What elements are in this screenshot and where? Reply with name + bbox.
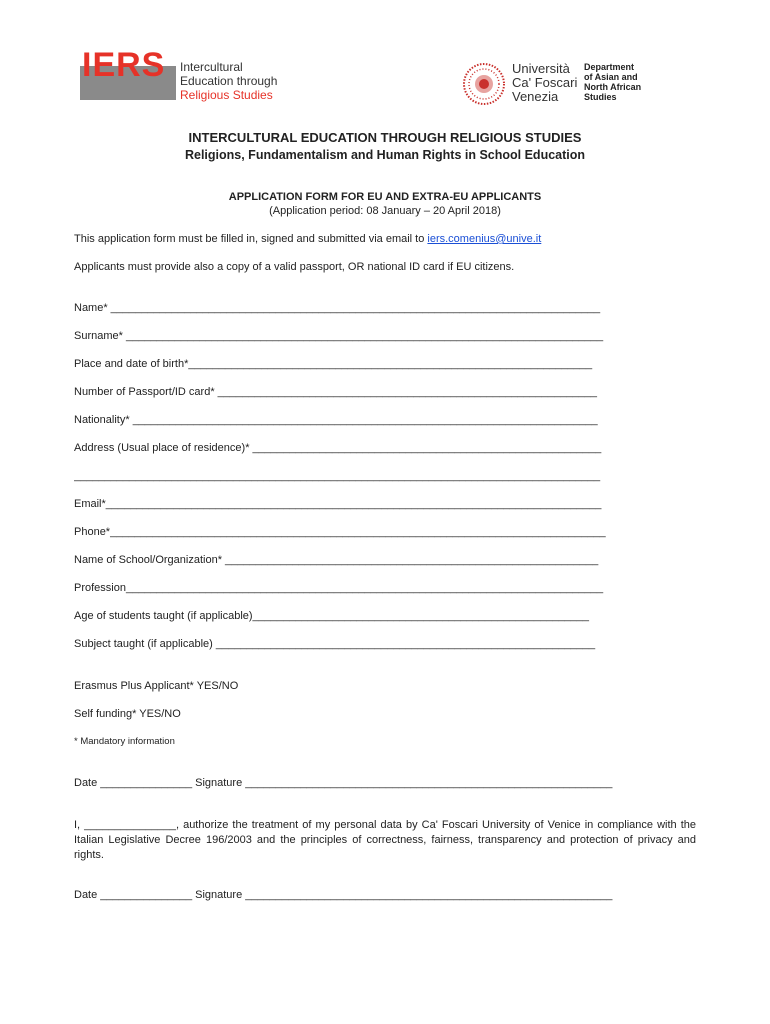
field-subject-taught[interactable]: Subject taught (if applicable) ______________________________________________________________ <box>74 638 596 650</box>
field-name[interactable]: Name* ________________________________________________________________________________ <box>74 302 601 314</box>
privacy-consent: I, _______________, authorize the treatment of my personal data by Ca' Foscari University of Venice in compliance with the Italian Legislative Decree 196/2003 and the principles of correctness, fairness, transparency and protection of privacy and rights. <box>74 819 696 861</box>
iers-logo-letters: IERS <box>82 46 166 84</box>
mandatory-note: * Mandatory information <box>74 736 175 747</box>
department-line3: North African <box>584 82 642 92</box>
date-signature-line-2[interactable]: Date _______________ Signature ____________________________________________________________ <box>74 889 613 901</box>
iers-logo-line3: Religious Studies <box>180 88 273 102</box>
university-name-line1: Università <box>512 61 570 76</box>
field-address-line2[interactable]: ______________________________________________________________________________________ <box>74 470 601 482</box>
application-period: (Application period: 08 January – 20 April 2018) <box>269 205 501 217</box>
university-name-line2: Ca' Foscari <box>512 75 578 90</box>
university-seal-icon <box>462 62 506 106</box>
document-subtitle: Religions, Fundamentalism and Human Rights in School Education <box>184 148 586 162</box>
department-name <box>584 62 641 102</box>
university-name <box>512 62 577 104</box>
field-profession[interactable]: Profession______________________________________________________________________________ <box>74 582 604 594</box>
field-age-of-students[interactable]: Age of students taught (if applicable)_______________________________________________________ <box>74 610 590 622</box>
intro-line-passport: Applicants must provide also a copy of a valid passport, OR national ID card if EU citizens. <box>74 261 515 273</box>
intro-line-email <box>74 233 696 245</box>
document-title: INTERCULTURAL EDUCATION THROUGH RELIGIOUS STUDIES <box>188 130 582 145</box>
self-funding[interactable]: Self funding* YES/NO <box>74 708 181 720</box>
department-line4: Studies <box>584 92 617 102</box>
iers-logo <box>80 46 290 106</box>
field-email[interactable]: Email*_________________________________________________________________________________ <box>74 498 602 510</box>
erasmus-applicant[interactable]: Erasmus Plus Applicant* YES/NO <box>74 680 239 692</box>
field-phone[interactable]: Phone*_________________________________________________________________________________ <box>74 526 606 538</box>
field-address[interactable]: Address (Usual place of residence)* _________________________________________________________ <box>74 442 602 454</box>
iers-logo-line2: Education through <box>180 74 278 88</box>
field-passport-number[interactable]: Number of Passport/ID card* ______________________________________________________________ <box>74 386 597 398</box>
field-school-organization[interactable]: Name of School/Organization* _____________________________________________________________ <box>74 554 599 566</box>
department-line2: of Asian and <box>584 72 638 82</box>
department-line1: Department <box>584 62 635 72</box>
form-title: APPLICATION FORM FOR EU AND EXTRA-EU APPLICANTS <box>228 191 542 203</box>
email-link[interactable]: iers.comenius@unive.it <box>427 233 542 245</box>
field-nationality[interactable]: Nationality* ____________________________________________________________________________ <box>74 414 598 426</box>
iers-logo-line1: Intercultural <box>180 60 243 74</box>
university-name-line3: Venezia <box>512 89 559 104</box>
iers-logo-text <box>180 60 277 102</box>
intro-text: This application form must be filled in, signed and submitted via email to <box>74 233 428 245</box>
university-logo <box>462 60 662 108</box>
field-surname[interactable]: Surname* ______________________________________________________________________________ <box>74 330 604 342</box>
field-place-date-of-birth[interactable]: Place and date of birth*__________________________________________________________________ <box>74 358 593 370</box>
date-signature-line-1[interactable]: Date _______________ Signature ____________________________________________________________ <box>74 777 613 789</box>
